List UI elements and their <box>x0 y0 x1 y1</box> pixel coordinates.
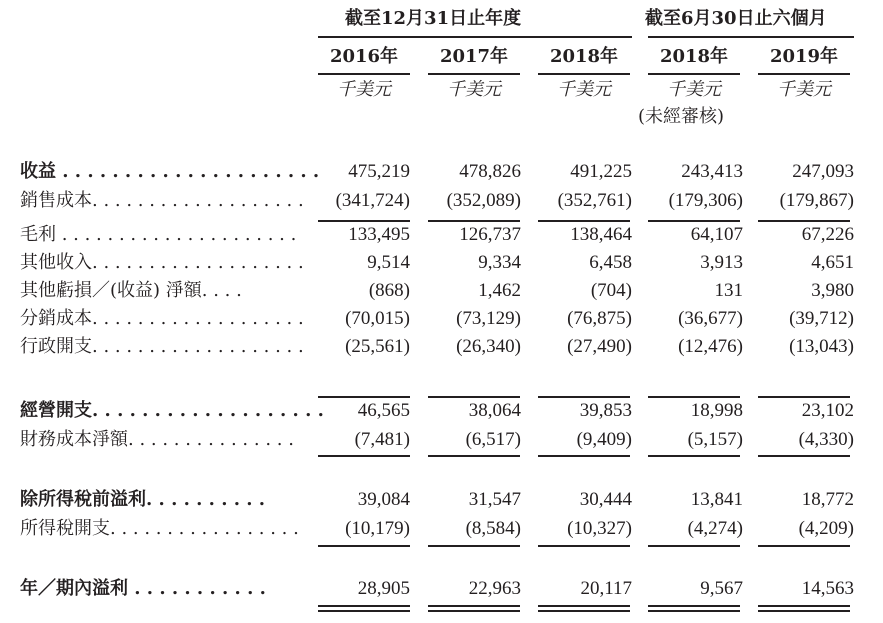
row-value: (6,517) <box>465 429 521 450</box>
subtotal-rule <box>648 220 740 222</box>
row-value: 491,225 <box>570 161 632 182</box>
row-value: (10,179) <box>345 518 410 539</box>
subtotal-rule <box>758 455 850 457</box>
subtotal-rule <box>538 220 630 222</box>
subtotal-rule <box>428 220 520 222</box>
double-underline-top <box>318 605 410 607</box>
row-label: 毛利 . . . . . . . . . . . . . . . . . . . . . <box>20 224 297 245</box>
row-value: (4,209) <box>798 518 854 539</box>
row-value: 38,064 <box>468 400 521 421</box>
row-label: 除所得稅前溢利. . . . . . . . . . <box>20 489 266 510</box>
double-underline-bottom <box>648 610 740 612</box>
row-value: 13,841 <box>690 489 743 510</box>
row-value: 1,462 <box>478 280 521 301</box>
row-value: 243,413 <box>681 161 743 182</box>
row-label: 銷售成本. . . . . . . . . . . . . . . . . . . <box>20 190 304 211</box>
row-value: 28,905 <box>357 578 410 599</box>
subtotal-rule <box>648 455 740 457</box>
row-value: 30,444 <box>579 489 632 510</box>
row-value: 23,102 <box>801 400 854 421</box>
row-value: (4,330) <box>798 429 854 450</box>
row-value: 9,567 <box>700 578 743 599</box>
row-value: 4,651 <box>811 252 854 273</box>
subtotal-rule <box>648 396 740 398</box>
row-value: 131 <box>714 280 743 301</box>
subtotal-rule <box>538 396 630 398</box>
subtotal-rule <box>758 545 850 547</box>
row-label: 行政開支. . . . . . . . . . . . . . . . . . . <box>20 336 304 357</box>
row-value: (868) <box>368 280 410 301</box>
subtotal-rule <box>318 545 410 547</box>
row-value: (179,306) <box>668 190 743 211</box>
row-value: 126,737 <box>459 224 521 245</box>
row-value: (39,712) <box>789 308 854 329</box>
year-header-rule <box>648 73 740 75</box>
year-header: 2019年 <box>769 46 839 67</box>
subtotal-rule <box>428 545 520 547</box>
double-underline-top <box>428 605 520 607</box>
group-header-six-months: 截至6月30日止六個月 <box>645 8 827 29</box>
row-value: (4,274) <box>687 518 743 539</box>
row-value: (25,561) <box>345 336 410 357</box>
year-header-rule <box>758 73 850 75</box>
group-header-year-end: 截至12月31日止年度 <box>345 8 522 29</box>
subtotal-rule <box>758 220 850 222</box>
row-value: 46,565 <box>357 400 410 421</box>
row-label: 其他收入. . . . . . . . . . . . . . . . . . . <box>20 252 304 273</box>
subtotal-rule <box>318 396 410 398</box>
double-underline-top <box>538 605 630 607</box>
row-value: (12,476) <box>678 336 743 357</box>
year-header-rule <box>318 73 410 75</box>
subtotal-rule <box>318 455 410 457</box>
subtotal-rule <box>318 220 410 222</box>
subtotal-rule <box>758 396 850 398</box>
unit-label: 千美元 <box>337 79 391 100</box>
group-header-year-end-rule <box>318 36 632 38</box>
year-header-rule <box>538 73 630 75</box>
double-underline-bottom <box>758 610 850 612</box>
subtotal-rule <box>538 545 630 547</box>
row-value: (179,867) <box>779 190 854 211</box>
year-header: 2018年 <box>549 46 619 67</box>
row-value: (352,089) <box>446 190 521 211</box>
row-value: (73,129) <box>456 308 521 329</box>
row-value: 9,514 <box>367 252 410 273</box>
year-header-rule <box>428 73 520 75</box>
subtotal-rule <box>538 455 630 457</box>
row-label: 分銷成本. . . . . . . . . . . . . . . . . . . <box>20 308 304 329</box>
row-value: 64,107 <box>690 224 743 245</box>
row-value: 39,853 <box>579 400 632 421</box>
unit-label: 千美元 <box>777 79 831 100</box>
row-value: 18,998 <box>690 400 743 421</box>
row-value: 247,093 <box>792 161 854 182</box>
row-label: 年／期內溢利 . . . . . . . . . . . <box>20 578 266 599</box>
double-underline-bottom <box>318 610 410 612</box>
row-value: (9,409) <box>576 429 632 450</box>
year-header: 2017年 <box>439 46 509 67</box>
row-value: (26,340) <box>456 336 521 357</box>
row-value: (341,724) <box>335 190 410 211</box>
row-value: 3,980 <box>811 280 854 301</box>
row-value: (5,157) <box>687 429 743 450</box>
double-underline-bottom <box>428 610 520 612</box>
subtotal-rule <box>428 455 520 457</box>
unaudited-note: (未經審核) <box>638 106 725 127</box>
row-value: 475,219 <box>348 161 410 182</box>
row-value: 20,117 <box>580 578 632 599</box>
row-value: (7,481) <box>354 429 410 450</box>
row-value: 39,084 <box>357 489 410 510</box>
year-header: 2016年 <box>329 46 399 67</box>
group-header-six-months-rule <box>648 36 854 38</box>
row-value: 6,458 <box>589 252 632 273</box>
row-value: 9,334 <box>478 252 521 273</box>
double-underline-top <box>648 605 740 607</box>
row-value: (704) <box>590 280 632 301</box>
row-label: 所得稅開支. . . . . . . . . . . . . . . . . <box>20 518 299 539</box>
row-value: 3,913 <box>700 252 743 273</box>
double-underline-top <box>758 605 850 607</box>
row-value: 22,963 <box>468 578 521 599</box>
row-value: 18,772 <box>801 489 854 510</box>
row-value: 138,464 <box>570 224 632 245</box>
row-label: 收益 . . . . . . . . . . . . . . . . . . . . . <box>20 161 320 182</box>
subtotal-rule <box>428 396 520 398</box>
row-value: 478,826 <box>459 161 521 182</box>
row-value: (27,490) <box>567 336 632 357</box>
double-underline-bottom <box>538 610 630 612</box>
unit-label: 千美元 <box>447 79 501 100</box>
row-label: 經營開支. . . . . . . . . . . . . . . . . . . <box>20 400 324 421</box>
row-label: 其他虧損／(收益) 淨額. . . . <box>20 280 242 301</box>
row-value: 133,495 <box>348 224 410 245</box>
row-value: (36,677) <box>678 308 743 329</box>
row-value: 14,563 <box>801 578 854 599</box>
unit-label: 千美元 <box>557 79 611 100</box>
row-value: 67,226 <box>801 224 854 245</box>
row-value: (76,875) <box>567 308 632 329</box>
row-value: (352,761) <box>557 190 632 211</box>
row-value: 31,547 <box>468 489 521 510</box>
year-header: 2018年 <box>659 46 729 67</box>
unit-label: 千美元 <box>667 79 721 100</box>
row-value: (8,584) <box>465 518 521 539</box>
subtotal-rule <box>648 545 740 547</box>
row-label: 財務成本淨額. . . . . . . . . . . . . . . <box>20 429 294 450</box>
row-value: (13,043) <box>789 336 854 357</box>
row-value: (70,015) <box>345 308 410 329</box>
row-value: (10,327) <box>567 518 632 539</box>
